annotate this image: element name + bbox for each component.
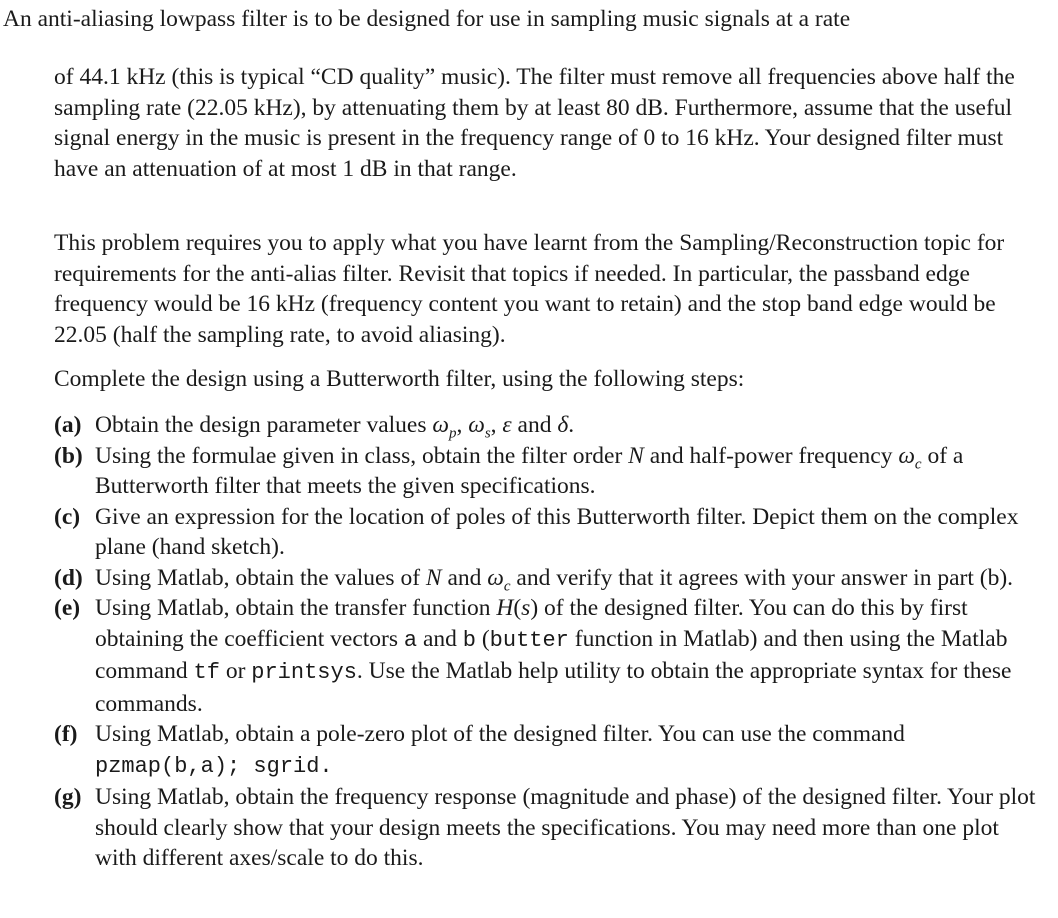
step-a-text: and (511, 412, 558, 438)
omega-s-symbol: ω (468, 412, 485, 438)
subscript-c: c (503, 578, 511, 595)
step-d-text: Using Matlab, obtain the values of (95, 564, 426, 591)
step-a-separator: , (456, 412, 469, 438)
step-c-text: Give an expression for the location of poles of this Butterworth filter. Depict them on the complex plane (hand sketch). (95, 503, 1019, 560)
step-f-label: (f) (54, 721, 78, 747)
order-n-symbol: N (425, 564, 442, 591)
transfer-h-symbol: H (496, 595, 514, 621)
subscript-p: p (448, 425, 457, 442)
step-d-text: and verify that it agrees with your answer in part (b). (510, 564, 1014, 591)
step-b-text: of a Butterworth filter that meets the given specifications. (95, 442, 964, 499)
omega-c-symbol: ω (898, 442, 915, 469)
paragraph-requirements: This problem requires you to apply what you have learnt from the Sampling/Reconstruction topic for requirements for the anti-alias filter. Revisit that topics if needed. In particular, the passband edge frequency would be 16 kHz (frequency content you want to retain) and the stop band edge would be 22.05 (half the sampling rate, to avoid aliasing). (54, 230, 1005, 348)
step-a-text: . (568, 412, 575, 438)
step-c (54, 502, 1044, 563)
step-e-text: function in Matlab) and then using the Matlab command (95, 625, 1008, 684)
epsilon-symbol: ε (502, 412, 512, 438)
step-a-label: (a) (54, 412, 82, 438)
step-g-text: Using Matlab, obtain the frequency response (magnitude and phase) of the designed filter. Your plot should clearly show that your design meets the specifications. You may need more than one plot with different axes/scale to do this. (95, 784, 1036, 871)
code-pzmap-command: pzmap(b,a); sgrid. (95, 753, 333, 779)
step-b-label: (b) (54, 442, 83, 469)
omega-p-symbol: ω (432, 412, 449, 438)
step-g-label: (g) (54, 784, 82, 810)
step-e-text: Using Matlab, obtain the transfer function (95, 595, 497, 621)
steps-list (54, 410, 1044, 874)
step-b (54, 441, 1044, 502)
step-e-label: (e) (54, 595, 81, 621)
step-b-text: Using the formulae given in class, obtain the filter order (95, 442, 629, 469)
delta-symbol: δ (557, 412, 569, 438)
code-b: b (462, 627, 476, 653)
code-a: a (403, 627, 418, 653)
step-f (54, 719, 1044, 782)
intro-line: An anti-aliasing lowpass filter is to be designed for use in sampling music signals at a rate (3, 6, 851, 32)
laplace-s-symbol: s (521, 595, 531, 621)
step-a (54, 410, 1044, 441)
code-butter: butter (489, 627, 569, 653)
step-f-text: Using Matlab, obtain a pole-zero plot of the designed filter. You can use the command (95, 721, 905, 747)
step-d-text: and (441, 564, 488, 591)
step-a-separator: , (490, 412, 503, 438)
code-printsys: printsys (251, 660, 357, 685)
step-e (54, 593, 1044, 719)
step-g (54, 782, 1044, 874)
subscript-s: s (484, 425, 491, 442)
step-e-text: ( (513, 595, 522, 621)
step-e-text: or (219, 658, 252, 684)
step-e-text: ) of the designed filter. You can do this by first obtaining the coefficient vectors (95, 595, 968, 652)
order-n-symbol: N (628, 442, 644, 469)
omega-c-symbol: ω (487, 564, 504, 591)
step-a-text: Obtain the design parameter values (95, 412, 433, 438)
step-d (54, 563, 1044, 594)
step-e-text: ( (475, 625, 490, 652)
paragraph-steps-intro: Complete the design using a Butterworth filter, using the following steps: (54, 366, 745, 392)
paragraph-specifications: of 44.1 kHz (this is typical “CD quality” music). The filter must remove all frequencies above half the sampling rate (22.05 kHz), by attenuating them by at least 80 dB. Furthermore, assume that the useful signal energy in the music is present in the frequency range of 0 to 16 kHz. Your designed filter must have an attenuation of at most 1 dB in that range. (54, 64, 1015, 182)
step-b-text: and half-power frequency (643, 442, 899, 469)
subscript-c: c (914, 456, 922, 473)
step-d-label: (d) (54, 564, 83, 591)
step-e-text: and (417, 625, 463, 652)
code-tf: tf (193, 660, 220, 685)
step-c-label: (c) (54, 503, 81, 530)
step-e-text: . Use the Matlab help utility to obtain the appropriate syntax for these commands. (95, 658, 1012, 717)
